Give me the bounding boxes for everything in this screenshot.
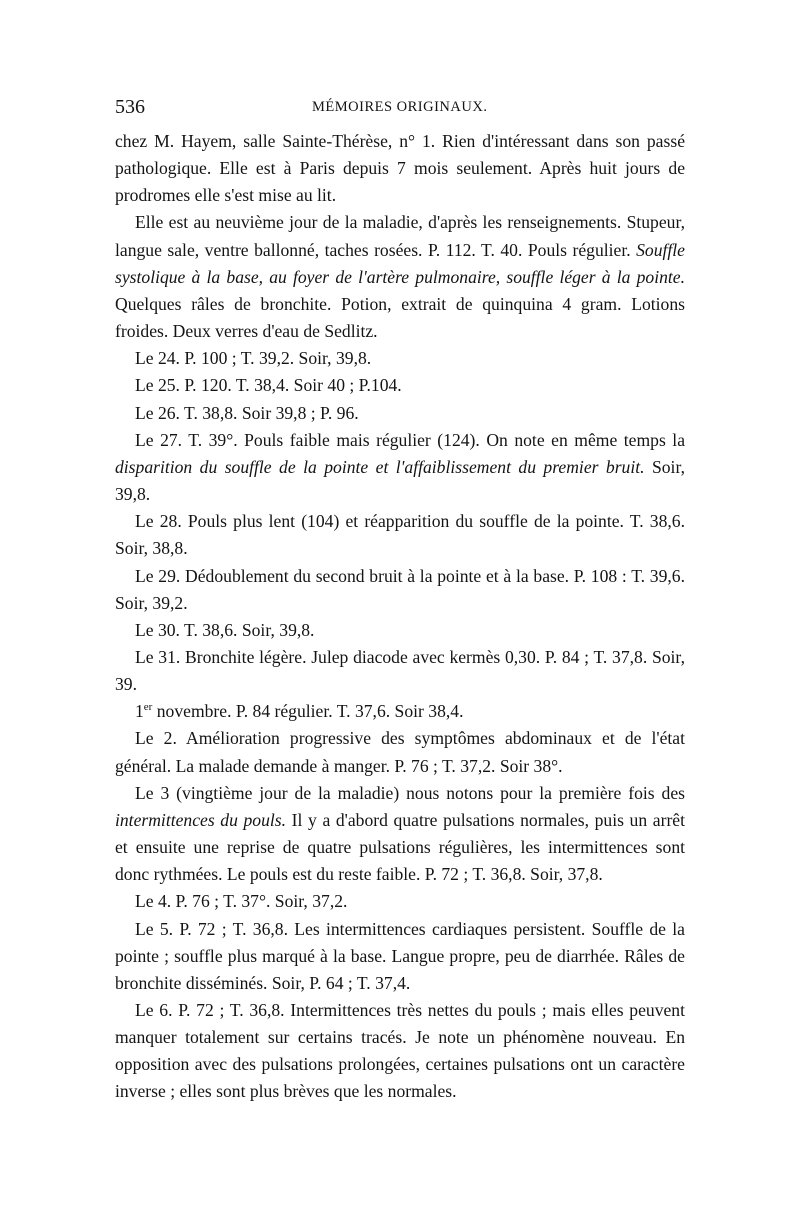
text-span: Le 5. P. 72 ; T. 36,8. Les intermittences cardiaques persistent. Souffle de la pointe ; souffle plus marqué à la base. Langue propre, peu de diarrhée. Râles de bronchite disséminés. Soir, P. 64 ; T. 37,4. <box>115 918 685 993</box>
paragraph <box>115 916 685 997</box>
paragraph <box>115 997 685 1106</box>
book-page <box>115 96 685 1106</box>
paragraph <box>115 698 685 725</box>
paragraph <box>115 888 685 915</box>
text-span: Le 2. Amélioration progressive des symptômes abdominaux et de l'état général. La malade demande à manger. P. 76 ; T. 37,2. Soir 38°. <box>115 728 685 776</box>
text-span: Le 6. P. 72 ; T. 36,8. Intermittences très nettes du pouls ; mais elles peuvent manquer totalement sur certains tracés. Je note un phénomène nouveau. En opposition avec des pulsations prolongées, certaines pulsations ont un caractère inverse ; elles sont plus brèves que les normales. <box>115 1000 685 1102</box>
italic-text: Souffle systolique à la base, au foyer de l'artère pulmonaire, souffle léger à la pointe. <box>115 239 685 287</box>
text-span: Soir, 39,8. <box>115 456 685 505</box>
page-header <box>115 96 685 128</box>
paragraph <box>115 644 685 698</box>
paragraph <box>115 345 685 372</box>
text-span: Il y a d'abord quatre pulsations normales, puis un arrêt et ensuite une reprise de quatre pulsations régulières, les intermittences sont donc rythmées. Le pouls est du reste faible. P. 72 ; T. 36,8. Soir, 37,8. <box>115 809 685 885</box>
text-span: Le 4. P. 76 ; T. 37°. Soir, 37,2. <box>135 891 348 912</box>
text-span: Le 30. T. 38,6. Soir, 39,8. <box>135 619 315 640</box>
text-span: Le 3 (vingtième jour de la maladie) nous notons pour la première fois des <box>135 782 685 803</box>
paragraph <box>115 725 685 779</box>
text-span: novembre. P. 84 régulier. T. 37,6. Soir 38,4. <box>152 701 464 722</box>
paragraph <box>115 508 685 562</box>
body-text <box>115 128 685 1106</box>
running-title: MÉMOIRES ORIGINAUX. <box>312 99 488 115</box>
text-span: Quelques râles de bronchite. Potion, extrait de quinquina 4 gram. Lotions froides. Deux verres d'eau de Sedlitz. <box>115 293 685 342</box>
text-span: Le 26. T. 38,8. Soir 39,8 ; P. 96. <box>135 402 359 423</box>
text-span: Le 31. Bronchite légère. Julep diacode avec kermès 0,30. P. 84 ; T. 37,8. Soir, 39. <box>115 646 685 695</box>
paragraph <box>115 563 685 617</box>
paragraph <box>115 617 685 644</box>
italic-text: disparition du souffle de la pointe et l'affaiblissement du premier bruit. <box>115 456 645 477</box>
text-span: chez M. Hayem, salle Sainte-Thérèse, n° 1. Rien d'intéressant dans son passé pathologique. Elle est à Paris depuis 7 mois seulement. Après huit jours de prodromes elle s'est mise au lit. <box>115 131 685 206</box>
paragraph <box>115 780 685 889</box>
text-span: 1 <box>135 701 144 722</box>
paragraph <box>115 372 685 399</box>
text-span: Le 28. Pouls plus lent (104) et réapparition du souffle de la pointe. T. 38,6. Soir, 38,8. <box>115 511 685 559</box>
text-span: Le 24. P. 100 ; T. 39,2. Soir, 39,8. <box>135 348 372 369</box>
paragraph <box>115 128 685 209</box>
text-span: Elle est au neuvième jour de la maladie, d'après les renseignements. Stupeur, langue sale, ventre ballonné, taches rosées. P. 112. T. 40. Pouls régulier. <box>115 212 685 260</box>
paragraph <box>115 427 685 508</box>
text-span: Le 29. Dédoublement du second bruit à la pointe et à la base. P. 108 : T. 39,6. Soir, 39,2. <box>115 565 685 613</box>
text-span: Le 27. T. 39°. Pouls faible mais régulier (124). On note en même temps la <box>135 429 685 450</box>
paragraph <box>115 400 685 427</box>
italic-text: intermittences du pouls. <box>115 809 287 830</box>
page-number: 536 <box>115 96 145 118</box>
superscript-text: er <box>143 701 153 714</box>
paragraph <box>115 209 685 345</box>
text-span: Le 25. P. 120. T. 38,4. Soir 40 ; P.104. <box>135 375 402 396</box>
